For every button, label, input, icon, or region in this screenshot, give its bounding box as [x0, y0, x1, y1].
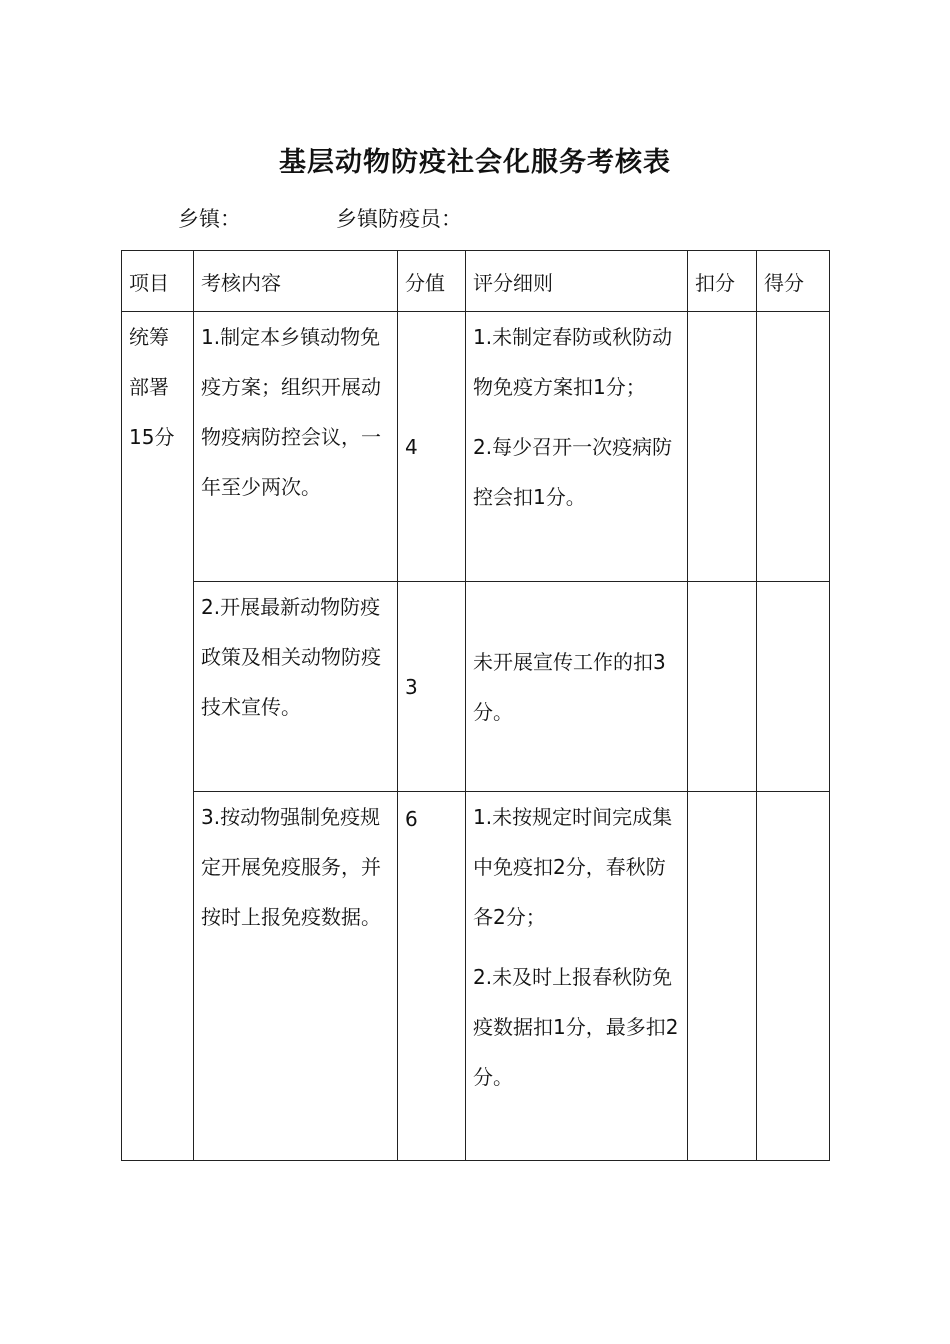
category-cell: 统筹部署15分	[122, 312, 194, 1161]
got-cell	[757, 792, 830, 1161]
content-cell: 2.开展最新动物防疫政策及相关动物防疫技术宣传。	[194, 582, 398, 792]
document-title: 基层动物防疫社会化服务考核表	[279, 147, 671, 178]
assessment-table	[121, 250, 830, 1161]
rules-cell	[466, 792, 688, 1161]
header-deduct: 扣分	[688, 251, 757, 312]
content-cell: 1.制定本乡镇动物免疫方案；组织开展动物疫病防控会议，一年至少两次。	[194, 312, 398, 582]
header-rules: 评分细则	[466, 251, 688, 312]
officer-label: 乡镇防疫员：	[336, 207, 462, 231]
score-cell: 4	[398, 312, 466, 582]
rules-cell	[466, 582, 688, 792]
header-item: 项目	[122, 251, 194, 312]
rules-cell	[466, 312, 688, 582]
table-header-row	[122, 251, 830, 312]
table-row	[122, 312, 830, 582]
rule-line: 1.未制定春防或秋防动物免疫方案扣1分；	[473, 325, 673, 399]
deduct-cell	[688, 312, 757, 582]
score-cell: 6	[398, 792, 466, 1161]
got-cell	[757, 582, 830, 792]
header-content: 考核内容	[194, 251, 398, 312]
rule-line: 1.未按规定时间完成集中免疫扣2分，春秋防各2分；	[473, 805, 673, 929]
deduct-cell	[688, 792, 757, 1161]
table-row	[122, 792, 830, 1161]
town-label: 乡镇：	[178, 207, 241, 231]
header-got: 得分	[757, 251, 830, 312]
got-cell	[757, 312, 830, 582]
content-cell: 3.按动物强制免疫规定开展免疫服务，并按时上报免疫数据。	[194, 792, 398, 1161]
table-row	[122, 582, 830, 792]
rule-line: 未开展宣传工作的扣3分。	[473, 649, 666, 724]
deduct-cell	[688, 582, 757, 792]
rule-line: 2.每少召开一次疫病防控会扣1分。	[473, 435, 673, 509]
score-cell: 3	[398, 582, 466, 792]
header-score: 分值	[398, 251, 466, 312]
rule-line: 2.未及时上报春秋防免疫数据扣1分，最多扣2分。	[473, 965, 679, 1089]
